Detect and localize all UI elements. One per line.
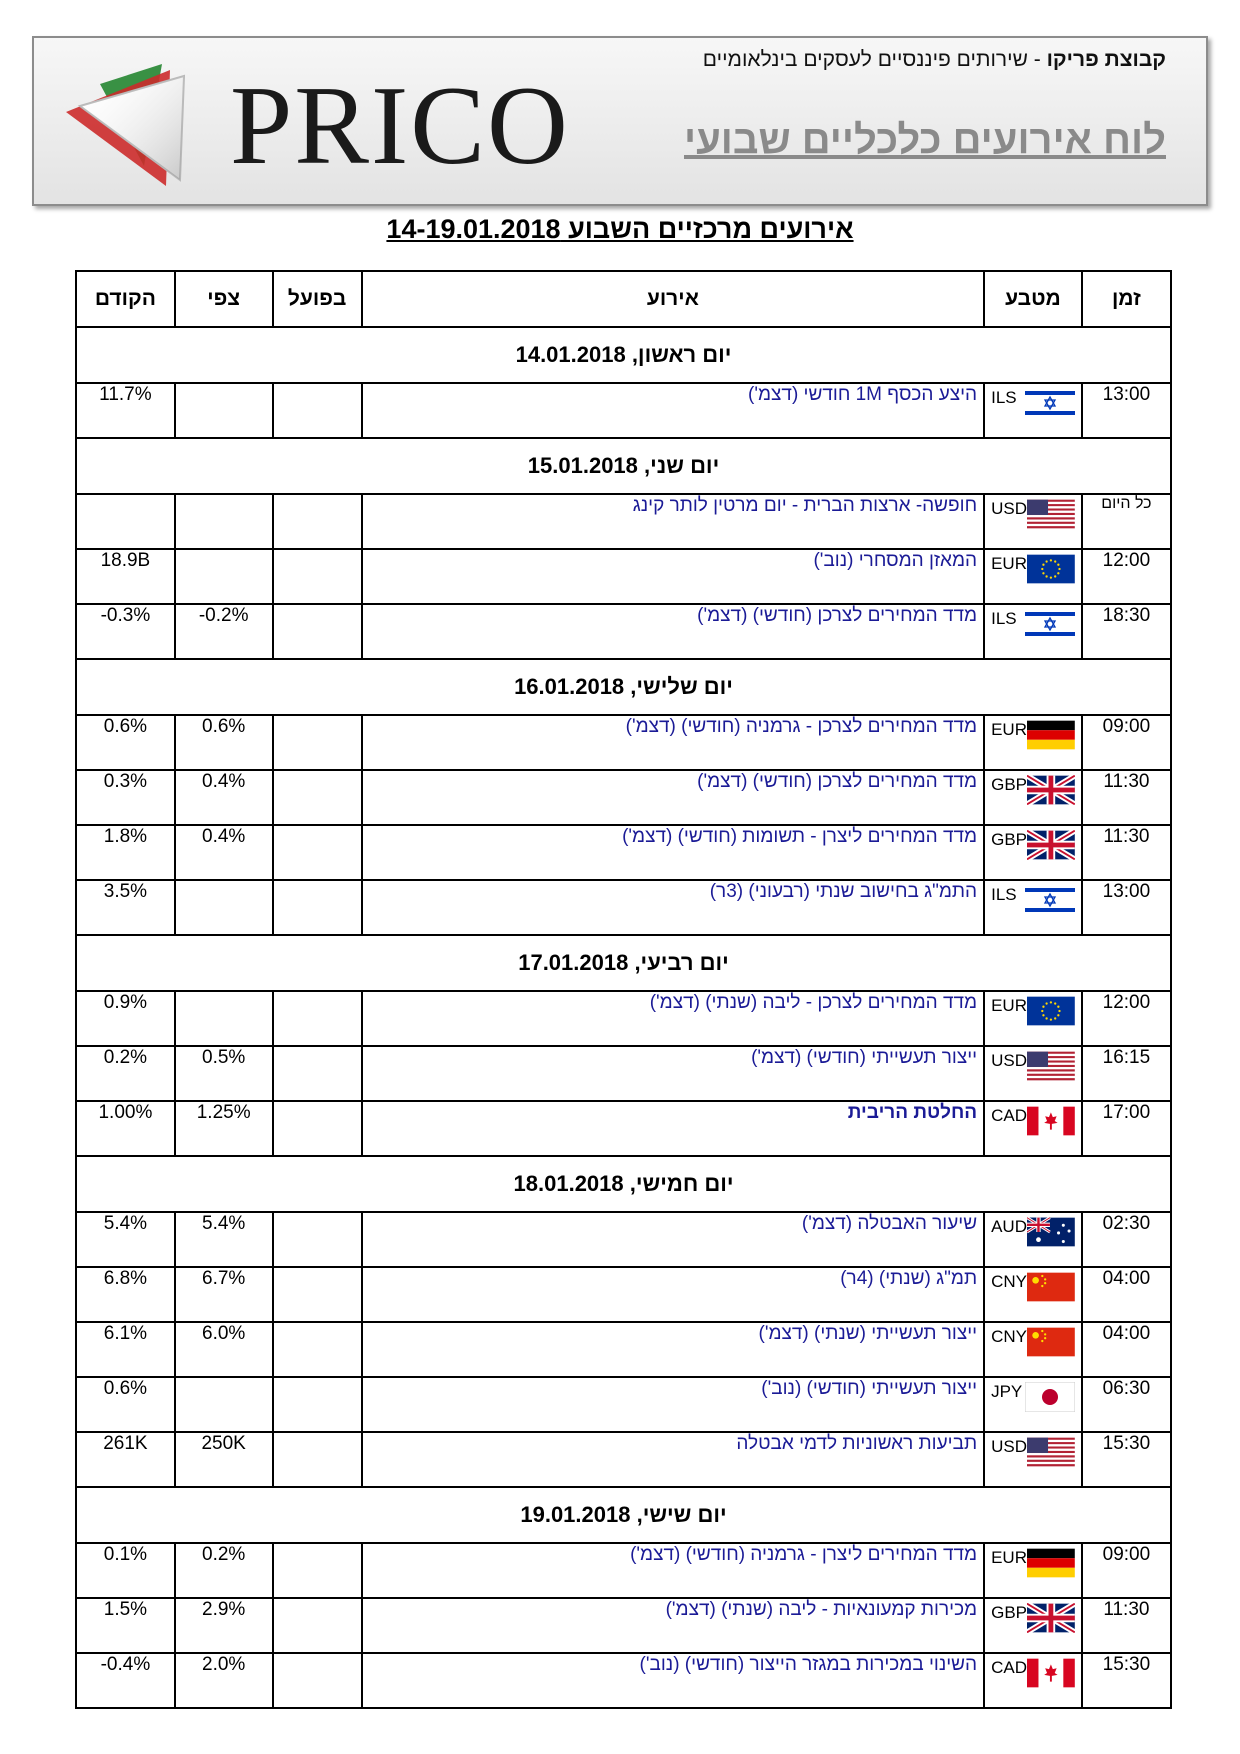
usa-flag-icon <box>1027 499 1075 529</box>
day-row <box>76 1487 1171 1543</box>
event-previous: 0.6% <box>76 1377 175 1432</box>
event-currency-cell <box>984 715 1082 770</box>
event-name: השינוי במכירות במגזר הייצור (חודשי) (נוב') <box>362 1653 984 1708</box>
currency-code: CAD <box>991 1658 1027 1677</box>
currency-wrap <box>991 992 1075 1026</box>
event-name: תביעות ראשוניות לדמי אבטלה <box>362 1432 984 1487</box>
table-row <box>76 1322 1171 1377</box>
event-name: החלטת הריבית <box>362 1101 984 1156</box>
col-header-expected: צפי <box>175 271 273 327</box>
tagline <box>703 48 1166 72</box>
event-previous: 0.2% <box>76 1046 175 1101</box>
event-time: כל היום <box>1082 494 1171 549</box>
table-row <box>76 383 1171 438</box>
event-previous: -0.4% <box>76 1653 175 1708</box>
event-time: 12:00 <box>1082 991 1171 1046</box>
uk-flag-icon <box>1027 1603 1075 1633</box>
germany-flag-icon <box>1027 720 1075 750</box>
table-row <box>76 494 1171 549</box>
event-currency-cell <box>984 604 1082 659</box>
event-name: מדד המחירים לצרכן - גרמניה (חודשי) (דצמ') <box>362 715 984 770</box>
event-previous: 18.9B <box>76 549 175 604</box>
event-name: חופשה- ארצות הברית - יום מרטין לותר קינג <box>362 494 984 549</box>
table-row <box>76 1212 1171 1267</box>
event-name: ייצור תעשייתי (שנתי) (דצמ') <box>362 1322 984 1377</box>
event-name: מדד המחירים לצרכן (חודשי) (דצמ') <box>362 604 984 659</box>
currency-code: JPY <box>991 1382 1023 1401</box>
event-time: 16:15 <box>1082 1046 1171 1101</box>
event-time: 11:30 <box>1082 825 1171 880</box>
day-label: יום ראשון, 14.01.2018 <box>76 327 1171 383</box>
table-row <box>76 770 1171 825</box>
event-expected: 5.4% <box>175 1212 273 1267</box>
event-currency-cell <box>984 549 1082 604</box>
table-row <box>76 1101 1171 1156</box>
uk-flag-icon <box>1027 830 1075 860</box>
event-actual <box>273 383 362 438</box>
currency-wrap <box>991 1544 1075 1578</box>
event-name: היצע הכסף 1M חודשי (דצמ') <box>362 383 984 438</box>
event-previous: 11.7% <box>76 383 175 438</box>
event-expected: 0.4% <box>175 825 273 880</box>
canada-flag-icon <box>1027 1106 1075 1136</box>
tagline-text: - שירותים פיננסיים לעסקים בינלאומיים <box>702 48 1047 71</box>
event-currency-cell <box>984 1653 1082 1708</box>
event-name: המאזן המסחרי (נוב') <box>362 549 984 604</box>
col-header-actual: בפועל <box>273 271 362 327</box>
table-row <box>76 880 1171 935</box>
day-label: יום שישי, 19.01.2018 <box>76 1487 1171 1543</box>
event-currency-cell <box>984 1046 1082 1101</box>
germany-flag-icon <box>1027 1548 1075 1578</box>
event-expected: 0.4% <box>175 770 273 825</box>
currency-wrap <box>991 1433 1075 1467</box>
event-previous: 1.00% <box>76 1101 175 1156</box>
event-time: 13:00 <box>1082 880 1171 935</box>
event-currency-cell <box>984 1322 1082 1377</box>
event-actual <box>273 991 362 1046</box>
event-expected <box>175 1377 273 1432</box>
currency-code: USD <box>991 1051 1027 1070</box>
event-currency-cell <box>984 770 1082 825</box>
currency-wrap <box>991 550 1075 584</box>
currency-code: EUR <box>991 996 1027 1015</box>
event-previous: 0.1% <box>76 1543 175 1598</box>
event-expected: -0.2% <box>175 604 273 659</box>
usa-flag-icon <box>1027 1051 1075 1081</box>
event-currency-cell <box>984 880 1082 935</box>
currency-wrap <box>991 881 1075 915</box>
event-actual <box>273 770 362 825</box>
currency-wrap <box>991 1378 1075 1412</box>
event-actual <box>273 494 362 549</box>
col-header-previous: הקודם <box>76 271 175 327</box>
event-actual <box>273 715 362 770</box>
event-currency-cell <box>984 1598 1082 1653</box>
israel-flag-icon <box>1025 885 1075 915</box>
japan-flag-icon <box>1025 1382 1075 1412</box>
event-actual <box>273 880 362 935</box>
event-actual <box>273 1101 362 1156</box>
eu-flag-icon <box>1027 554 1075 584</box>
currency-wrap <box>991 1102 1075 1136</box>
week-heading: אירועים מרכזיים השבוע 14-19.01.2018 <box>386 214 854 244</box>
table-row <box>76 1598 1171 1653</box>
event-expected <box>175 880 273 935</box>
currency-code: GBP <box>991 1603 1027 1622</box>
event-actual <box>273 1432 362 1487</box>
currency-wrap <box>991 1047 1075 1081</box>
event-previous: 1.8% <box>76 825 175 880</box>
event-name: מדד המחירים לצרכן (חודשי) (דצמ') <box>362 770 984 825</box>
event-time: 04:00 <box>1082 1322 1171 1377</box>
event-previous: 1.5% <box>76 1598 175 1653</box>
israel-flag-icon <box>1025 388 1075 418</box>
table-row <box>76 991 1171 1046</box>
currency-wrap <box>991 384 1075 418</box>
event-previous: 0.9% <box>76 991 175 1046</box>
event-expected: 6.7% <box>175 1267 273 1322</box>
event-actual <box>273 1322 362 1377</box>
day-row <box>76 1156 1171 1212</box>
event-currency-cell <box>984 825 1082 880</box>
table-row <box>76 1046 1171 1101</box>
event-currency-cell <box>984 1267 1082 1322</box>
event-actual <box>273 1046 362 1101</box>
currency-code: EUR <box>991 720 1027 739</box>
event-time: 13:00 <box>1082 383 1171 438</box>
event-time: 04:00 <box>1082 1267 1171 1322</box>
currency-code: USD <box>991 499 1027 518</box>
event-time: 11:30 <box>1082 1598 1171 1653</box>
event-currency-cell <box>984 991 1082 1046</box>
event-currency-cell <box>984 1101 1082 1156</box>
event-time: 18:30 <box>1082 604 1171 659</box>
day-label: יום רביעי, 17.01.2018 <box>76 935 1171 991</box>
event-expected: 250K <box>175 1432 273 1487</box>
event-previous: -0.3% <box>76 604 175 659</box>
event-expected: 6.0% <box>175 1322 273 1377</box>
event-previous: 261K <box>76 1432 175 1487</box>
australia-flag-icon <box>1027 1217 1075 1247</box>
currency-code: USD <box>991 1437 1027 1456</box>
currency-wrap <box>991 826 1075 860</box>
event-actual <box>273 1377 362 1432</box>
table-row <box>76 1653 1171 1708</box>
event-actual <box>273 549 362 604</box>
events-table <box>75 270 1172 1709</box>
event-actual <box>273 1598 362 1653</box>
col-header-time: זמן <box>1082 271 1171 327</box>
event-previous: 0.6% <box>76 715 175 770</box>
event-currency-cell <box>984 494 1082 549</box>
col-header-event: אירוע <box>362 271 984 327</box>
document-title: לוח אירועים כלכליים שבועי <box>684 118 1166 162</box>
event-previous: 6.8% <box>76 1267 175 1322</box>
table-header-row <box>76 271 1171 327</box>
event-time: 09:00 <box>1082 715 1171 770</box>
prico-logo <box>60 62 570 192</box>
event-time: 09:00 <box>1082 1543 1171 1598</box>
currency-wrap <box>991 1654 1075 1688</box>
event-time: 17:00 <box>1082 1101 1171 1156</box>
day-label: יום שלישי, 16.01.2018 <box>76 659 1171 715</box>
event-currency-cell <box>984 383 1082 438</box>
day-row <box>76 935 1171 991</box>
currency-wrap <box>991 716 1075 750</box>
event-time: 15:30 <box>1082 1653 1171 1708</box>
currency-code: GBP <box>991 775 1027 794</box>
table-row <box>76 549 1171 604</box>
event-name: ייצור תעשייתי (חודשי) (דצמ') <box>362 1046 984 1101</box>
event-name: ייצור תעשייתי (חודשי) (נוב') <box>362 1377 984 1432</box>
currency-code: CNY <box>991 1327 1027 1346</box>
currency-wrap <box>991 605 1075 639</box>
event-time: 06:30 <box>1082 1377 1171 1432</box>
event-actual <box>273 1653 362 1708</box>
event-name: שיעור האבטלה (דצמ') <box>362 1212 984 1267</box>
currency-code: EUR <box>991 1548 1027 1567</box>
currency-wrap <box>991 1323 1075 1357</box>
table-row <box>76 604 1171 659</box>
event-currency-cell <box>984 1543 1082 1598</box>
table-row <box>76 715 1171 770</box>
currency-wrap <box>991 1213 1075 1247</box>
event-expected: 1.25% <box>175 1101 273 1156</box>
table-row <box>76 1432 1171 1487</box>
logo-wordmark: PRICO <box>230 64 570 188</box>
event-expected: 2.0% <box>175 1653 273 1708</box>
events-table-body <box>76 327 1171 1708</box>
event-expected: 0.5% <box>175 1046 273 1101</box>
event-time: 11:30 <box>1082 770 1171 825</box>
event-currency-cell <box>984 1432 1082 1487</box>
event-expected <box>175 383 273 438</box>
header-banner <box>32 36 1208 206</box>
event-currency-cell <box>984 1377 1082 1432</box>
currency-wrap <box>991 771 1075 805</box>
event-expected: 0.6% <box>175 715 273 770</box>
event-actual <box>273 825 362 880</box>
event-expected: 2.9% <box>175 1598 273 1653</box>
day-row <box>76 659 1171 715</box>
event-name: התמ"ג בחישוב שנתי (רבעוני) (3ר) <box>362 880 984 935</box>
event-previous <box>76 494 175 549</box>
day-row <box>76 438 1171 494</box>
currency-code: CAD <box>991 1106 1027 1125</box>
day-label: יום חמישי, 18.01.2018 <box>76 1156 1171 1212</box>
event-name: תמ"ג (שנתי) (4ר) <box>362 1267 984 1322</box>
event-name: מדד המחירים ליצרן - גרמניה (חודשי) (דצמ') <box>362 1543 984 1598</box>
event-currency-cell <box>984 1212 1082 1267</box>
event-name: מדד המחירים ליצרן - תשומות (חודשי) (דצמ') <box>362 825 984 880</box>
currency-code: ILS <box>991 388 1017 407</box>
currency-wrap <box>991 495 1075 529</box>
currency-code: ILS <box>991 885 1017 904</box>
event-previous: 0.3% <box>76 770 175 825</box>
currency-code: GBP <box>991 830 1027 849</box>
event-previous: 6.1% <box>76 1322 175 1377</box>
currency-wrap <box>991 1268 1075 1302</box>
currency-code: EUR <box>991 554 1027 573</box>
day-label: יום שני, 15.01.2018 <box>76 438 1171 494</box>
canada-flag-icon <box>1027 1658 1075 1688</box>
eu-flag-icon <box>1027 996 1075 1026</box>
event-expected <box>175 549 273 604</box>
event-actual <box>273 604 362 659</box>
table-row <box>76 1543 1171 1598</box>
brand-name: קבוצת פריקו <box>1046 48 1166 71</box>
event-expected <box>175 494 273 549</box>
table-row <box>76 825 1171 880</box>
day-row <box>76 327 1171 383</box>
col-header-currency: מטבע <box>984 271 1082 327</box>
event-time: 02:30 <box>1082 1212 1171 1267</box>
event-expected: 0.2% <box>175 1543 273 1598</box>
china-flag-icon <box>1027 1272 1075 1302</box>
event-actual <box>273 1267 362 1322</box>
event-name: מכירות קמעונאיות - ליבה (שנתי) (דצמ') <box>362 1598 984 1653</box>
event-previous: 3.5% <box>76 880 175 935</box>
israel-flag-icon <box>1025 609 1075 639</box>
event-name: מדד המחירים לצרכן - ליבה (שנתי) (דצמ') <box>362 991 984 1046</box>
currency-wrap <box>991 1599 1075 1633</box>
uk-flag-icon <box>1027 775 1075 805</box>
table-row <box>76 1267 1171 1322</box>
currency-code: ILS <box>991 609 1017 628</box>
event-actual <box>273 1543 362 1598</box>
usa-flag-icon <box>1027 1437 1075 1467</box>
event-time: 12:00 <box>1082 549 1171 604</box>
currency-code: CNY <box>991 1272 1027 1291</box>
logo-triangle-icon <box>60 62 220 192</box>
china-flag-icon <box>1027 1327 1075 1357</box>
currency-code: AUD <box>991 1217 1027 1236</box>
table-row <box>76 1377 1171 1432</box>
event-expected <box>175 991 273 1046</box>
event-time: 15:30 <box>1082 1432 1171 1487</box>
event-actual <box>273 1212 362 1267</box>
event-previous: 5.4% <box>76 1212 175 1267</box>
